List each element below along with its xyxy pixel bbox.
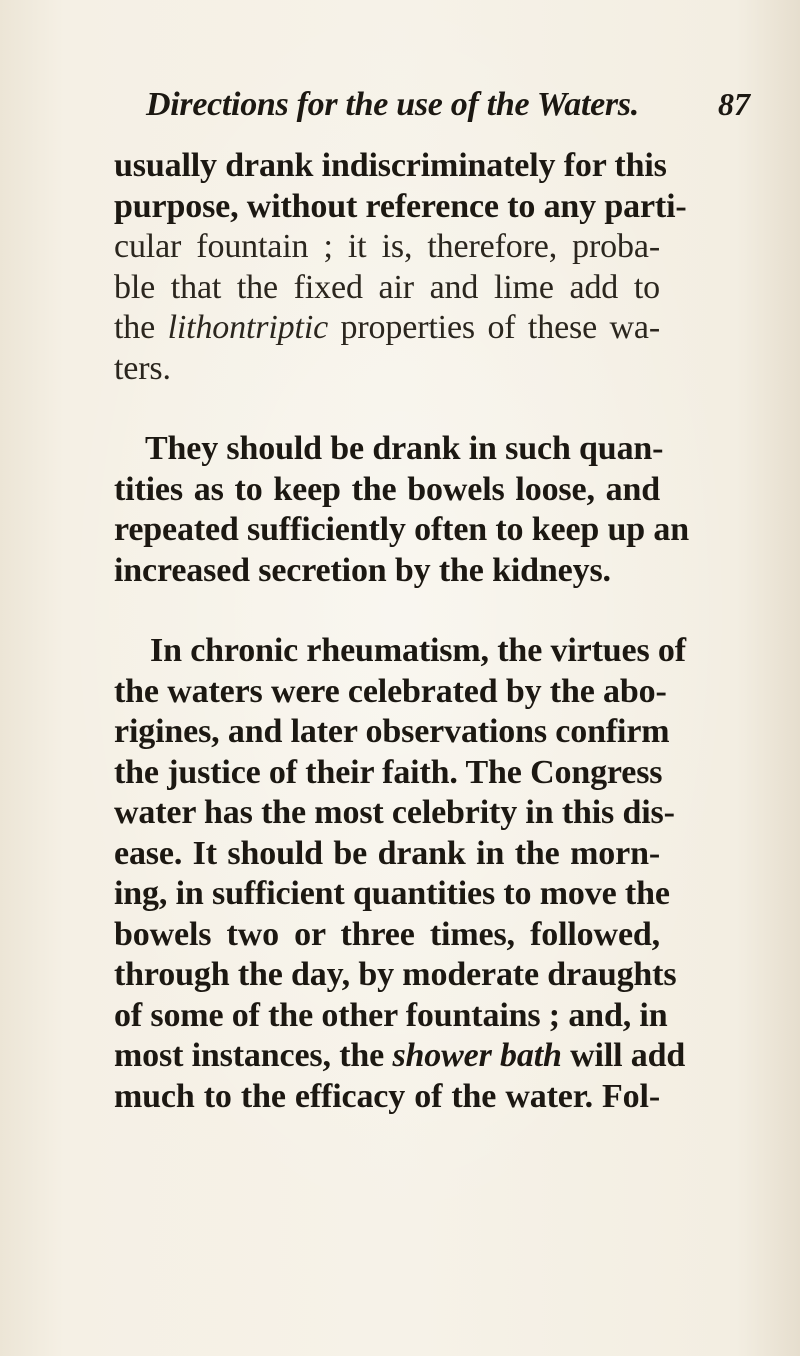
text-line: much to the efficacy of the water. Fol- [114,1077,660,1115]
text-segment: properties of these wa- [328,309,661,346]
page-number: 87 [718,86,750,122]
running-head: Directions for the use of the Waters. [146,86,639,123]
text-segment: most instances, the [114,1037,393,1074]
text-line: ing, in sufficient quantities to move the [114,875,670,912]
text-line: In chronic rheumatism, the virtues of [150,632,686,669]
text-line: ters. [114,349,171,387]
page-header [146,86,750,136]
text-line: bowels two or three times, followed, [114,915,660,953]
body-text [114,146,689,1117]
text-line: ease. It should be drank in the morn- [114,834,660,872]
text-line: cular fountain ; it is, therefore, proba- [114,228,660,265]
text-line: increased secretion by the kidneys. [114,551,611,589]
text-line: rigines, and later observations confirm [114,713,670,750]
text-line: usually drank indiscriminately for this [114,147,667,184]
text-segment: the [114,309,168,346]
text-line: purpose, without reference to any parti- [114,187,687,225]
text-line [114,1036,686,1077]
text-line: repeated sufficiently often to keep up an [114,511,689,548]
text-line: the justice of their faith. The Congress [114,753,663,791]
text-line: ble that the fixed air and lime add to [114,268,660,306]
paragraph-3 [114,631,686,1117]
paragraph-1 [114,146,687,389]
italic-term-lithontriptic: lithontriptic [167,309,329,346]
text-line: tities as to keep the bowels loose, and [114,470,660,508]
text-line: through the day, by moderate draughts [114,956,677,993]
italic-term-shower-bath: shower bath [392,1037,562,1074]
text-line: the waters were celebrated by the abo- [114,672,667,710]
text-line: of some of the other fountains ; and, in [114,996,668,1034]
text-line: They should be drank in such quan- [145,430,664,467]
text-line [114,308,660,349]
text-segment: will add [561,1037,686,1074]
paragraph-2 [114,429,689,591]
text-line: water has the most celebrity in this dis- [114,794,675,831]
